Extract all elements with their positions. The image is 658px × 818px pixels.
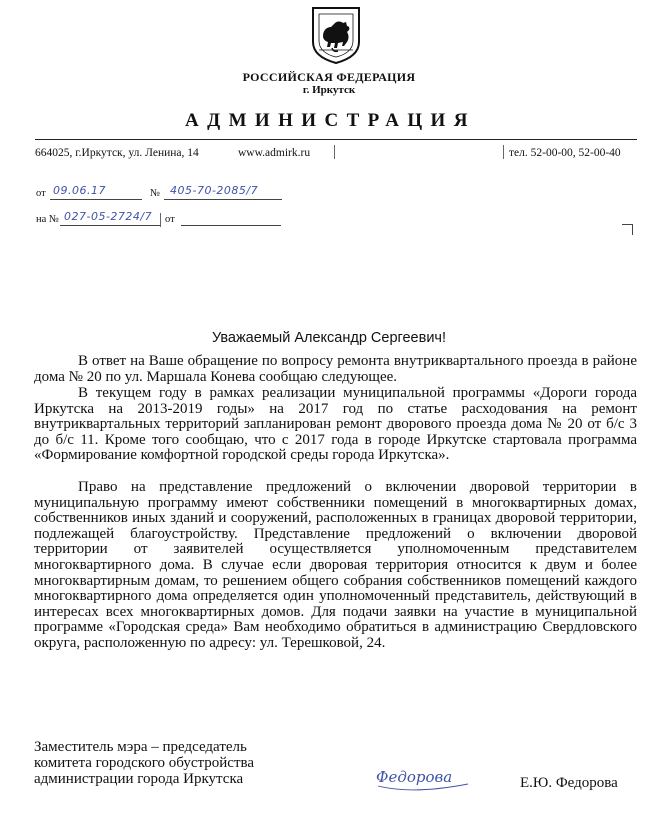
signatory-name: Е.Ю. Федорова bbox=[520, 775, 618, 791]
reference-value: 027-05-2724/7 bbox=[64, 210, 153, 223]
reference-date-underline bbox=[181, 225, 281, 226]
signature-text: Федорова bbox=[376, 768, 453, 786]
date-underline bbox=[50, 199, 142, 200]
header-address: 664025, г.Иркутск, ул. Ленина, 14 bbox=[35, 147, 199, 159]
number-underline bbox=[164, 199, 282, 200]
signatory-title-line: комитета городского обустройства bbox=[34, 755, 255, 771]
header-city: г. Иркутск bbox=[302, 84, 356, 96]
paragraph-2: В текущем году в рамках реализации муниципальной программы «Дороги города Иркутска на 2013-2019 годы» на 2017 год по статье расходования на ремонт внутриквартальных территорий запланирован ремонт дворового проезда дома № 20 от б/с 3 до б/с 11. Кроме того сообщаю, что с 2017 года в городе Иркутске стартовала программа «Формирование комфортной городской среды города Иркутска». bbox=[34, 385, 637, 464]
paragraph-1: В ответ на Ваше обращение по вопросу ремонта внутриквартального проезда в районе дома № 20 по ул. Маршала Конева сообщаю следующее. bbox=[34, 353, 637, 385]
paragraph-3: Право на представление предложений о включении дворовой территории в муниципальную программу имеют собственники помещений в многоквартирных домах, собственников иных зданий и сооружений, расположенных в границах дворовой территории, подлежащей благоустройству. Представление предложений о включении дворовой территории от заявителей осуществляется уполномоченным представителем многоквартирного дома. В случае если дворовая территория относится к двум и более многоквартирным домам, то решением общего собрания собственников помещений каждого многоквартирного дома определяется один уполномоченный представитель, действующий в интересах всех многоквартирных домов. Для подачи заявки на участие в муниципальной программе «Городская среда» Вам необходимо обратиться в администрацию Свердловского округа, расположенную по адресу: ул. Терешковой, 24. bbox=[34, 479, 637, 651]
reference-date-label: от bbox=[165, 214, 175, 225]
header-website: www.admirk.ru bbox=[238, 147, 311, 159]
coat-of-arms-emblem bbox=[311, 6, 361, 64]
handwritten-signature bbox=[372, 758, 472, 798]
number-value: 405-70-2085/7 bbox=[170, 184, 259, 197]
reference-underline bbox=[60, 225, 160, 226]
date-label: от bbox=[36, 188, 46, 199]
contact-separator bbox=[503, 145, 504, 159]
header-phone: тел. 52-00-00, 52-00-40 bbox=[509, 147, 621, 159]
corner-mark bbox=[622, 224, 633, 235]
header-divider bbox=[35, 139, 637, 140]
greeting: Уважаемый Александр Сергеевич! bbox=[211, 330, 446, 346]
number-label: № bbox=[150, 188, 161, 199]
header-country: РОССИЙСКАЯ ФЕДЕРАЦИЯ bbox=[242, 70, 416, 84]
signatory-title-line: Заместитель мэра – председатель bbox=[34, 739, 247, 755]
date-value: 09.06.17 bbox=[53, 184, 106, 197]
reference-label: на № bbox=[36, 214, 59, 225]
signatory-title bbox=[34, 739, 254, 787]
field-separator bbox=[160, 213, 161, 227]
header-organization: АДМИНИСТРАЦИЯ bbox=[185, 110, 476, 131]
contact-separator bbox=[334, 145, 335, 159]
signatory-title-line: администрации города Иркутска bbox=[34, 771, 244, 787]
